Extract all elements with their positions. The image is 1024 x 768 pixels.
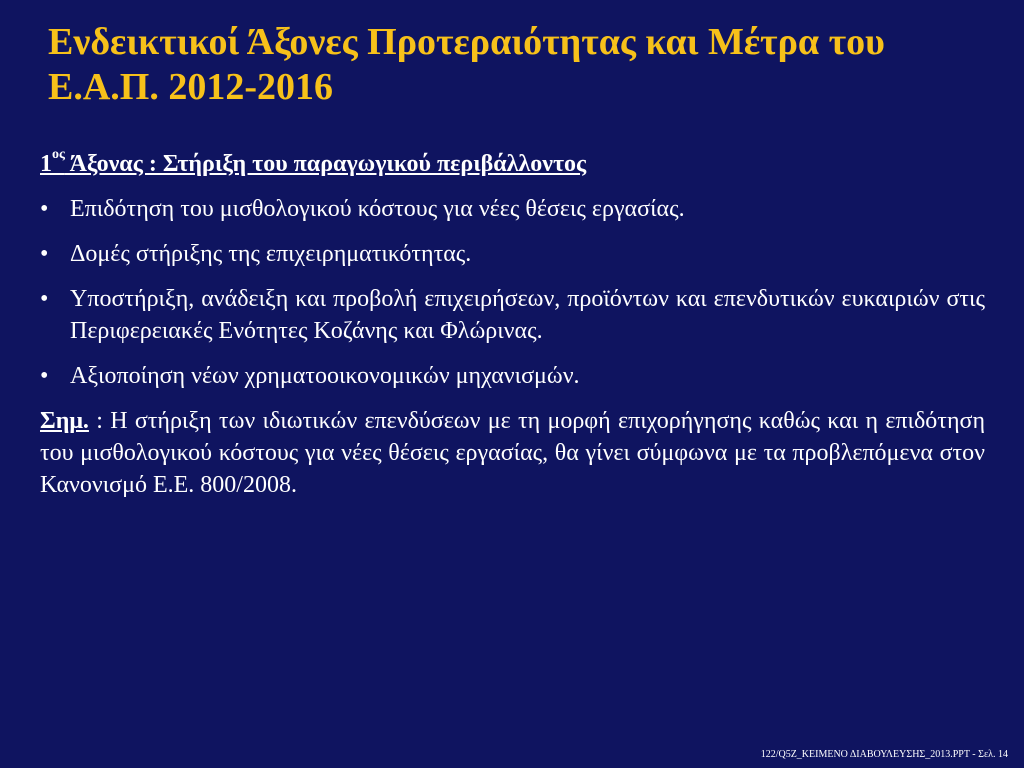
section-heading	[40, 148, 985, 180]
list-item	[40, 283, 985, 347]
list-item	[40, 193, 985, 225]
bullet-icon: •	[40, 286, 49, 312]
list-item-text: Επιδότηση του μισθολογικού κόστους για νέες θέσεις εργασίας.	[70, 196, 685, 222]
heading-text: Άξονας : Στήριξη του παραγωγικού περιβάλλοντος	[64, 151, 587, 177]
bullet-icon: •	[40, 363, 49, 389]
slide-body	[40, 148, 985, 501]
list-item	[40, 360, 985, 392]
heading-number: 1	[40, 151, 52, 177]
bullet-icon: •	[40, 196, 49, 222]
bullet-icon: •	[40, 241, 49, 267]
list-item-text: Αξιοποίηση νέων χρηματοοικονομικών μηχανισμών.	[70, 363, 580, 389]
note-text: : Η στήριξη των ιδιωτικών επενδύσεων με τη μορφή επιχορήγησης καθώς και η επιδότηση του μισθολογικού κόστους για νέες θέσεις εργασίας, θα γίνει σύμφωνα με τα προβλεπόμενα στον Κανονισμό Ε.Ε. 800/2008.	[40, 408, 985, 498]
note-paragraph	[40, 405, 985, 501]
note-label: Σημ.	[40, 408, 89, 434]
slide-footer: 122/Q5Z_ΚΕΙΜΕΝΟ ΔΙΑΒΟΥΛΕΥΣΗΣ_2013.PPT - Σελ. 14	[760, 749, 1008, 760]
list-item	[40, 238, 985, 270]
bullet-list	[40, 193, 985, 392]
list-item-text: Δομές στήριξης της επιχειρηματικότητας.	[70, 241, 472, 267]
list-item-text: Υποστήριξη, ανάδειξη και προβολή επιχειρήσεων, προϊόντων και επενδυτικών ευκαιριών στις Περιφερειακές Ενότητες Κοζάνης και Φλώρινας.	[70, 286, 985, 344]
heading-ordinal-suffix: ος	[52, 147, 65, 162]
slide-title: Ενδεικτικοί Άξονες Προτεραιότητας και Μέτρα του Ε.Α.Π. 2012-2016	[48, 21, 885, 108]
